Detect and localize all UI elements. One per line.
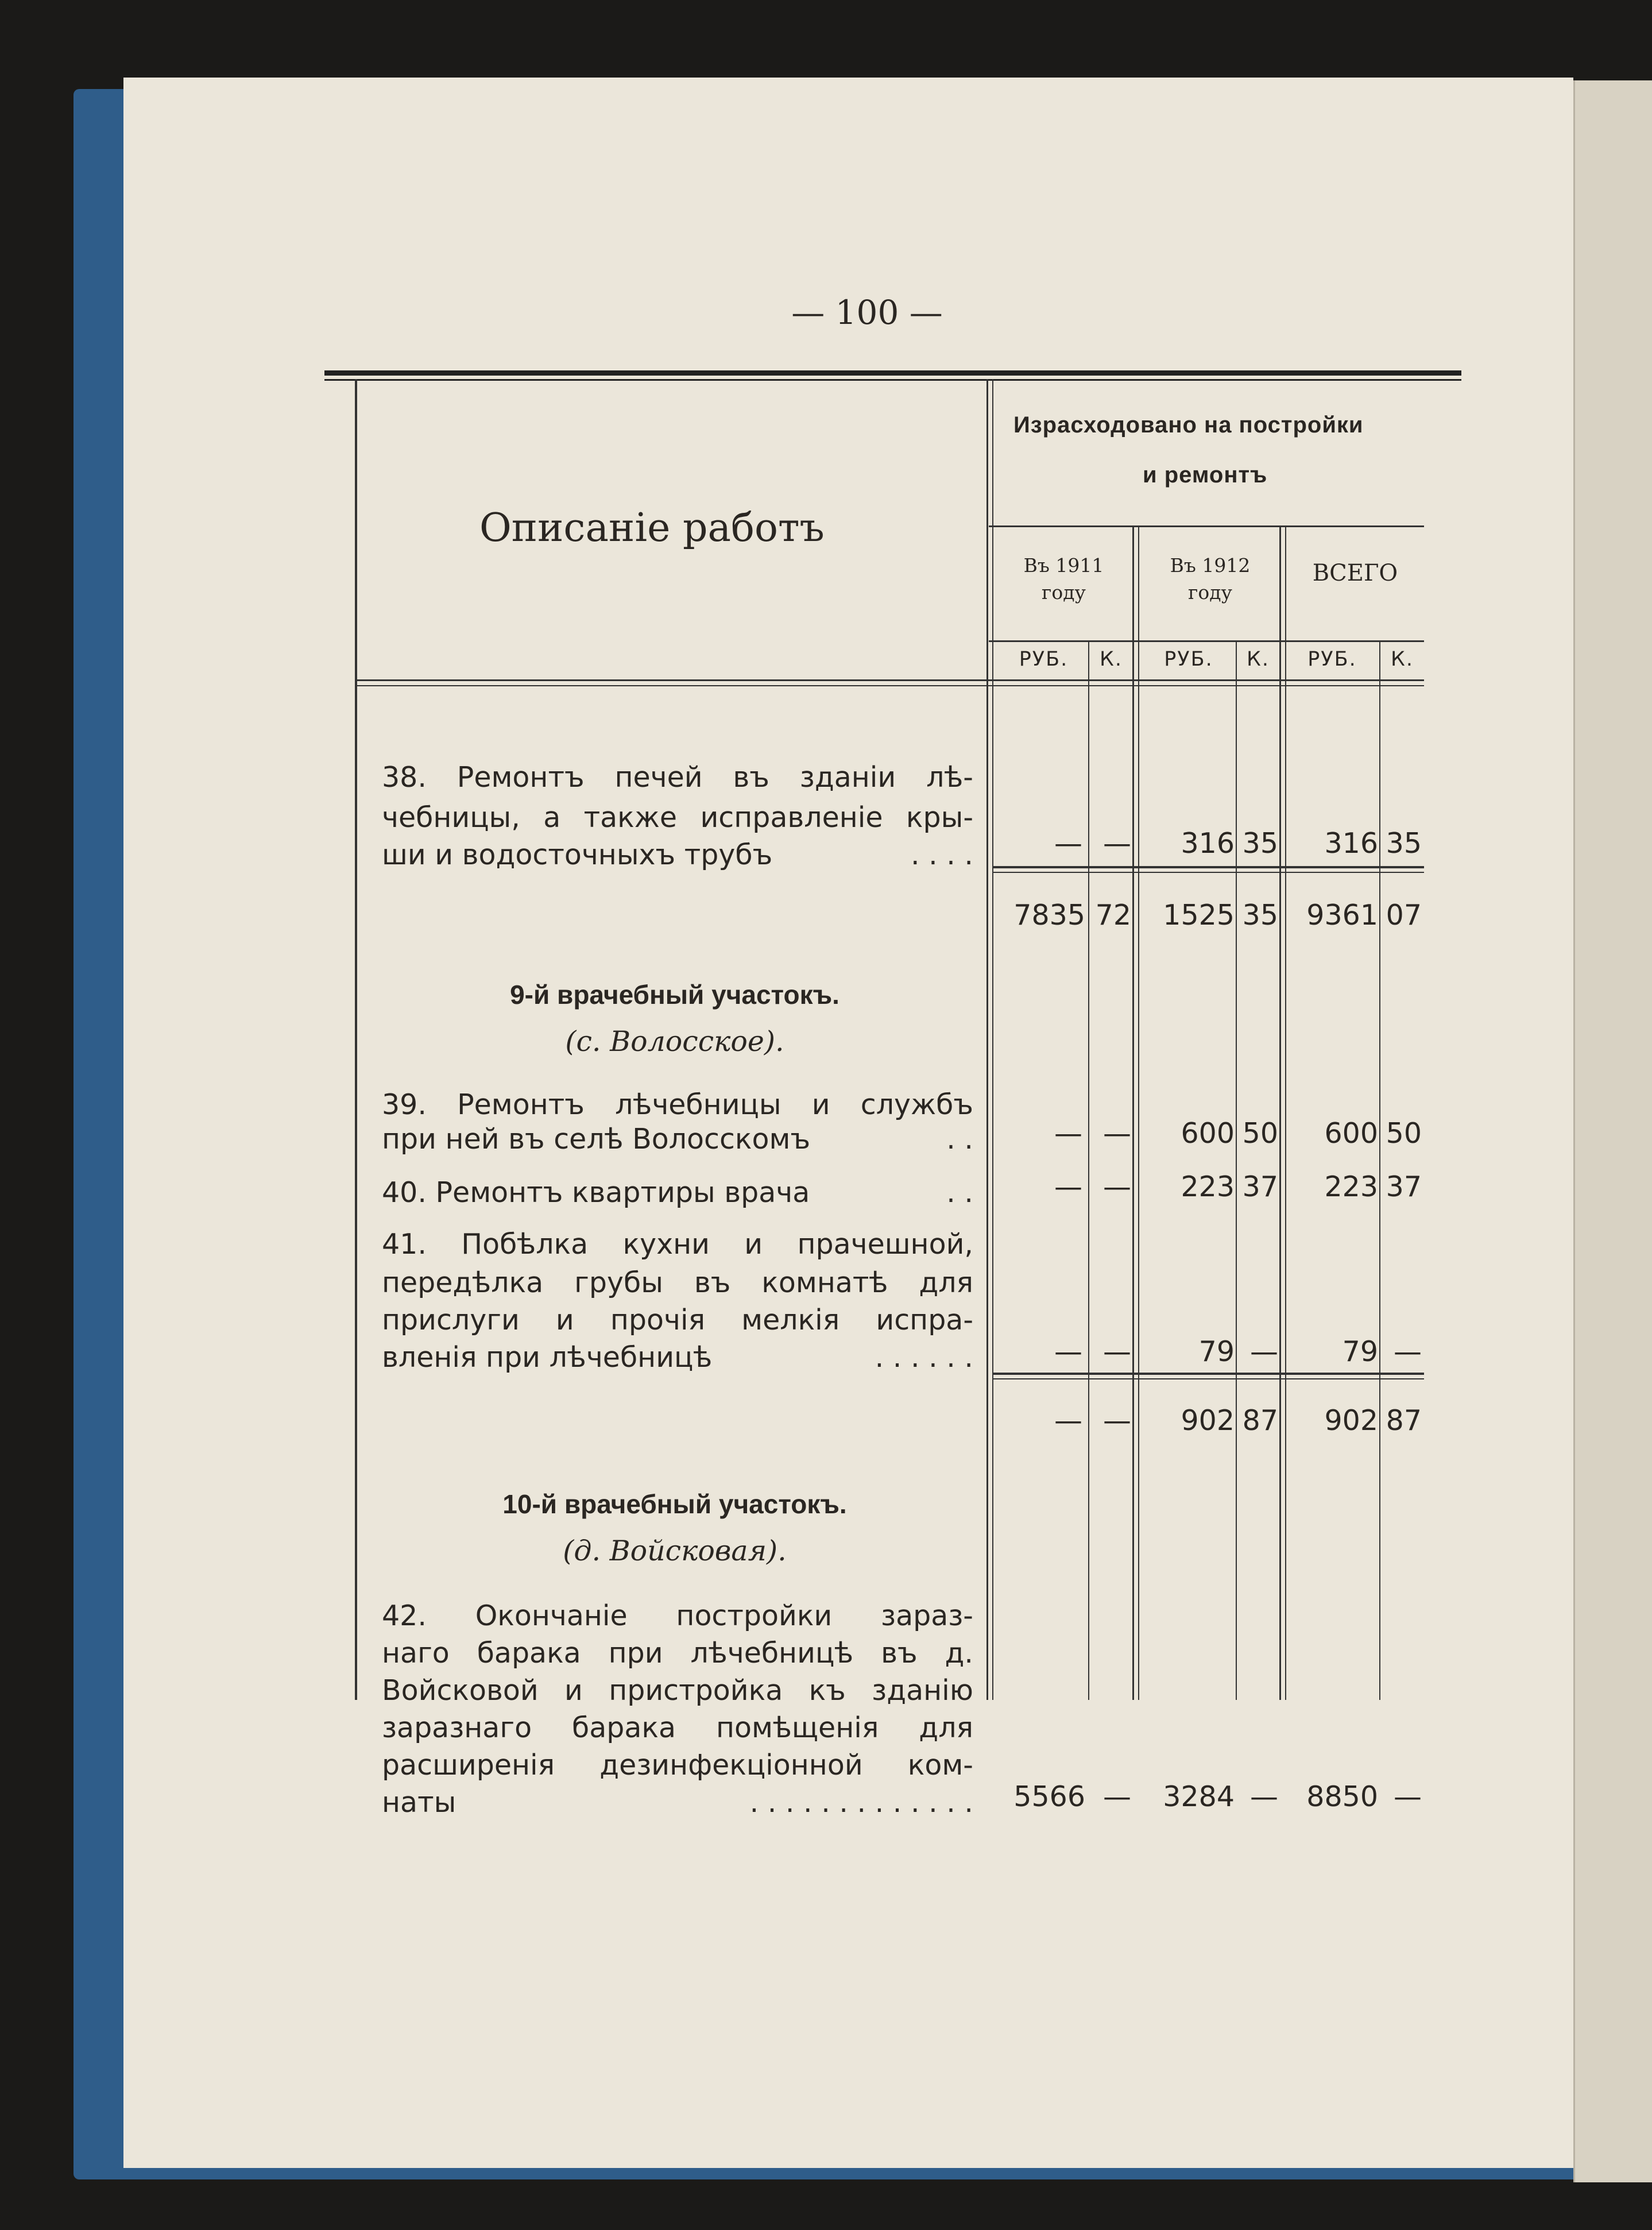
row-41-kop-total: — (1394, 1335, 1422, 1368)
row-41-rub-1912: 79 (1198, 1335, 1235, 1368)
row-38-rub-1911: — (1054, 827, 1082, 860)
next-page-edge (1573, 80, 1652, 2182)
col-divider-1911 (1132, 525, 1134, 1700)
item-40-line1 (382, 1176, 973, 1209)
item-42-text: наты (382, 1786, 456, 1819)
col-divider-1912 (1279, 525, 1281, 1700)
subtotal-2-kop-1911: — (1103, 1404, 1131, 1437)
subtotal-2-rub-1912: 902 (1181, 1404, 1235, 1437)
subtotal-rule-2b (993, 1378, 1424, 1379)
item-39-line1: 39. Ремонтъ лѣчебницы и службъ (382, 1088, 973, 1121)
row-40-kop-1912: 37 (1242, 1170, 1278, 1203)
subtotal-1-rub-1911: 7835 (1013, 899, 1085, 932)
row-42-kop-1911: — (1103, 1780, 1131, 1813)
row-42-kop-total: — (1394, 1780, 1422, 1813)
row-42-rub-1912: 3284 (1163, 1780, 1235, 1813)
table-top-rule (324, 370, 1461, 376)
unit-kop-1912: К. (1247, 648, 1270, 671)
row-39-kop-1912: 50 (1242, 1117, 1278, 1150)
item-41-line4 (382, 1341, 973, 1374)
subtotal-2-rub-1911: — (1054, 1404, 1082, 1437)
item-41-line1: 41. Побѣлка кухни и прачешной, (382, 1228, 973, 1261)
row-39-rub-1912: 600 (1181, 1117, 1235, 1150)
item-39-line2 (382, 1123, 973, 1155)
page-number: — 100 — (791, 293, 943, 332)
header-1912-line2: году (1188, 581, 1232, 604)
header-divider-years (989, 640, 1424, 642)
header-divider-spent (989, 525, 1424, 527)
row-40-rub-total: 223 (1324, 1170, 1378, 1203)
section-10-title: 10-й врачебный участокъ. (502, 1489, 847, 1519)
header-spent-line2: и ремонтъ (1143, 462, 1268, 488)
row-38-kop-1912: 35 (1242, 827, 1278, 860)
subtotal-1-kop-1912: 35 (1242, 899, 1278, 932)
col-divider-desc (986, 379, 988, 1700)
row-39-rub-total: 600 (1324, 1117, 1378, 1150)
item-41-leader: . . . . . . (875, 1341, 973, 1374)
subtotal-1-rub-1912: 1525 (1163, 899, 1235, 932)
section-9-location: (с. Волосское). (565, 1025, 784, 1058)
table-left-border (355, 379, 357, 1700)
item-41-line2: передѣлка грубы въ комнатѣ для (382, 1266, 973, 1299)
item-42-line1: 42. Окончаніе постройки зараз- (382, 1599, 973, 1632)
header-bottom-rule (357, 679, 1424, 681)
row-42-rub-1911: 5566 (1013, 1780, 1085, 1813)
row-38-rub-1912: 316 (1181, 827, 1235, 860)
item-42-line6 (382, 1786, 973, 1819)
section-9-title: 9-й врачебный участокъ. (510, 980, 839, 1010)
item-42-leader: . . . . . . . . . . . . . (749, 1786, 973, 1819)
item-42-line3: Войсковой и пристройка къ зданію (382, 1674, 973, 1707)
item-38-leader: . . . . (910, 838, 973, 871)
item-39-leader: . . (946, 1123, 973, 1155)
row-42-rub-total: 8850 (1306, 1780, 1378, 1813)
row-40-kop-1911: — (1103, 1170, 1131, 1203)
col-divider-desc-2 (992, 379, 993, 1700)
item-42-line5: расширенія дезинфекціонной ком- (382, 1749, 973, 1781)
item-40-text: 40. Ремонтъ квартиры врача (382, 1176, 810, 1209)
item-41-text: вленія при лѣчебницѣ (382, 1341, 713, 1374)
row-42-kop-1912: — (1250, 1780, 1278, 1813)
subtotal-2-kop-1912: 87 (1242, 1404, 1278, 1437)
row-38-kop-total: 35 (1386, 827, 1422, 860)
item-38-line3 (382, 838, 973, 871)
header-1911-line1: Въ 1911 (1023, 554, 1104, 577)
unit-kop-total: К. (1391, 648, 1414, 671)
unit-rub-1912: РУБ. (1164, 648, 1213, 671)
header-total: ВСЕГО (1312, 560, 1398, 586)
row-38-kop-1911: — (1103, 827, 1131, 860)
header-bottom-rule-2 (357, 685, 1424, 686)
row-38-rub-total: 316 (1324, 827, 1378, 860)
subtotal-rule-2 (993, 1373, 1424, 1375)
row-40-rub-1912: 223 (1181, 1170, 1235, 1203)
table-top-rule-thin (324, 379, 1461, 381)
unit-rub-total: РУБ. (1307, 648, 1357, 671)
subtotal-1-kop-total: 07 (1386, 899, 1422, 932)
subtotal-2-rub-total: 902 (1324, 1404, 1378, 1437)
row-41-kop-1911: — (1103, 1335, 1131, 1368)
row-39-rub-1911: — (1054, 1117, 1082, 1150)
item-40-leader: . . (946, 1176, 973, 1209)
section-10-location: (д. Войсковая). (563, 1535, 787, 1567)
header-1911-line2: году (1042, 581, 1086, 604)
row-41-rub-1911: — (1054, 1335, 1082, 1368)
header-description: Описаніе работъ (479, 505, 825, 551)
item-42-line4: заразнаго барака помѣщенія для (382, 1711, 973, 1744)
row-40-rub-1911: — (1054, 1170, 1082, 1203)
item-38-line2: чебницы, а также исправленіе кры- (382, 801, 973, 834)
unit-kop-1911: К. (1100, 648, 1123, 671)
row-41-kop-1912: — (1250, 1335, 1278, 1368)
subtotal-2-kop-total: 87 (1386, 1404, 1422, 1437)
col-divider-kop-1911 (1088, 640, 1089, 1700)
col-divider-1912-2 (1285, 525, 1286, 1700)
item-42-line2: наго барака при лѣчебницѣ въ д. (382, 1637, 973, 1669)
col-divider-1911-2 (1138, 525, 1139, 1700)
subtotal-rule-1 (993, 866, 1424, 868)
header-spent-line1: Израсходовано на постройки (1013, 412, 1364, 438)
unit-rub-1911: РУБ. (1019, 648, 1069, 671)
subtotal-rule-1b (993, 872, 1424, 873)
item-38-line1: 38. Ремонтъ печей въ зданіи лѣ- (382, 761, 973, 794)
item-39-text: при ней въ селѣ Волосскомъ (382, 1123, 811, 1155)
subtotal-1-rub-total: 9361 (1306, 899, 1378, 932)
header-1912-line1: Въ 1912 (1170, 554, 1251, 577)
item-41-line3: прислуги и прочія мелкія испра- (382, 1304, 973, 1336)
item-38-text: ши и водосточныхъ трубъ (382, 838, 773, 871)
row-39-kop-1911: — (1103, 1117, 1131, 1150)
row-41-rub-total: 79 (1342, 1335, 1378, 1368)
subtotal-1-kop-1911: 72 (1095, 899, 1131, 932)
row-40-kop-total: 37 (1386, 1170, 1422, 1203)
row-39-kop-total: 50 (1386, 1117, 1422, 1150)
